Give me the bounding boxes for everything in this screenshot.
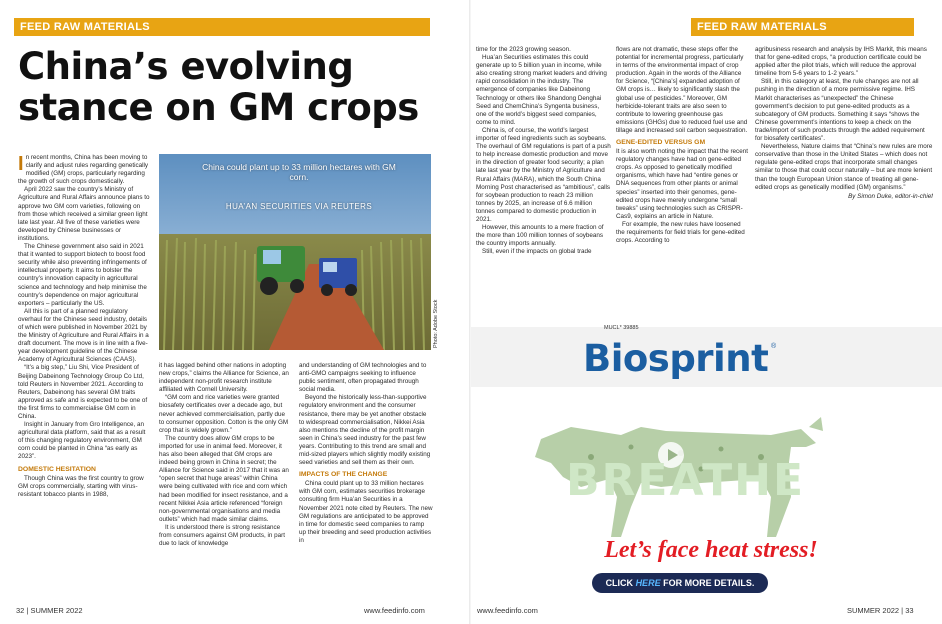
section-label: FEED RAW MATERIALS — [14, 18, 430, 36]
paragraph: Still, in this category at least, the rule changes are not all pushing in the direction of a more permissive regime. IHS Markit characterises as “unexpected” the Chinese government’s decision to put gene-edited products as a subcategory of GM products. Something it says “shows the Chinese government’s intentions to keep a check on the trade/import of such products through the added requirement for biosafety certificates”. — [755, 78, 925, 143]
paragraph: it has lagged behind other nations in adopting new crops,” claims the Alliance for Science, an independent non-profit research institute affiliated with Cornell University. — [159, 362, 289, 394]
subheading: DOMESTIC HESITATION — [18, 465, 96, 473]
section-label: FEED RAW MATERIALS — [691, 18, 914, 36]
article-column-1 — [18, 154, 152, 602]
paragraph: “GM corn and rice varieties were granted biosafety certificates over a decade ago, but never achieved commercialisation, partly due to consumer opposition. Cotton is the only GM crop that is widely grown.” — [159, 394, 289, 434]
paragraph: It is understood there is strong resistance from consumers against GM products, in part due to lack of knowledge — [159, 523, 285, 548]
paragraph: Insight in January from Gro Intelligence, an agricultural data platform, said that as a result of this changing regulatory environment, GM corn could be planted in China “as early as 2023”. — [18, 421, 146, 461]
photo-credit: HUA’AN SECURITIES VIA REUTERS — [225, 202, 373, 211]
photo-illustration — [159, 154, 431, 350]
paragraph: Though China was the first country to grow GM crops commercially, starting with virus-resistant tobacco plants in 1988, — [18, 474, 144, 498]
paragraph: China could plant up to 33 million hectares with GM corn, estimates securities brokerage consulting firm Hua’an Securities in a November 2021 note cited by Reuters. The new GM regulations are anticipated to be approved in time for domestic seed companies to ramp up their breeding and seed production activities in — [299, 480, 433, 544]
lead-paragraph: In recent months, China has been moving to clarify and adjust rules regarding genetically modified (GM) crops, particularly regarding the growth of such crops domestically. — [18, 154, 149, 186]
site-url-right[interactable]: www.feedinfo.com — [477, 606, 538, 615]
page-number-left: 32 | SUMMER 2022 — [16, 606, 83, 615]
corn-harvest-photo — [159, 154, 431, 350]
paragraph: “It’s a big step,” Liu Shi, Vice President of Beijing Dabeinong Technology Group Co Ltd, told Reuters in November 2021. According to Reuters, Dabeinong has several GM traits approved as safe and is expected to be one of the first firms to commercialise GM corn in China. — [18, 364, 148, 420]
subheading: GENE-EDITED VERSUS GM — [616, 139, 706, 147]
paragraph: Beyond the historically less-than-supportive regulatory environment and the consumer resistance, there may be yet another obstacle to widespread commercialisation, Nikkei Asia also mentions the decline of the profit margin seen in China’s seed industry for the past few years. Contributing to this trend are small and mid-sized players which slightly modify existing seed varieties and sell them as their own. — [299, 394, 431, 467]
article-column-3 — [299, 362, 433, 602]
paragraph: For example, the new rules have loosened the requirements for field trials for gene-edited crops. According to — [616, 220, 745, 245]
byline: By Simon Duke, editor-in-chief — [848, 192, 933, 200]
article-column-2 — [159, 362, 291, 602]
photo-side-credit: Photo: Adobe Stock — [433, 299, 439, 348]
paragraph: and understanding of GM technologies and to anti-GMO campaigns seeking to influence public sentiment, often propagated through social media. — [299, 362, 427, 394]
page-number-right: SUMMER 2022 | 33 — [847, 606, 914, 615]
paragraph: time for the 2023 growing season. — [476, 46, 571, 53]
ad-brand-logo: Biosprint — [583, 337, 769, 380]
article-column-4 — [476, 46, 611, 316]
paragraph: flows are not dramatic, these steps offer the potential for incremental progress, particularly in terms of the environmental impact of crop production. Again in the words of the Alliance for Science, “[China’s] expanded adoption of GM crops is… likely to significantly slash the global use of pesticides.” Moreover, GM herbicide-tolerant traits are also seen to contribute to lowering greenhouse gas emissions (GHGs) due to reduced fuel use and tillage and increased soil carbon sequestration. — [616, 46, 748, 134]
photo-caption: China could plant up to 33 million hectares with GM corn. — [202, 162, 396, 182]
paragraph: All this is part of a planned regulatory overhaul for the Chinese seed industry, details of which were published in November 2021 by the Ministry of Agriculture and Rural Affairs in a draft document. The move is in line with a five-year development guideline of the Chinese Academy of Agricultural Sciences (CAAS). — [18, 307, 149, 364]
paragraph: agribusiness research and analysis by IHS Markit, this means that for gene-edited crops, “a production certificate could be applied after the pilot trials, which will reduce the approval timeline from 5-6 years to 1-2 years.” — [755, 46, 927, 78]
headline: China’s evolving stance on GM crops — [18, 45, 419, 129]
paragraph: April 2022 saw the country’s Ministry of Agriculture and Rural Affairs announce plans to approve two GM corn varieties, following on from those which received a similar green light late last year. All five of these varieties were developed by Chinese businesses or institutions. — [18, 186, 150, 242]
paragraph: However, this amounts to a mere fraction of the more than 100 million tonnes of soybeans the country imports annually. — [476, 224, 604, 248]
biosprint-advertisement[interactable] — [471, 317, 942, 607]
registered-mark: ® — [771, 343, 777, 350]
paragraph: Hua’an Securities estimates this could generate up to 5 billion yuan in income, while also creating strong market leaders and driving rapid consolidation in the industry. The emergence of companies like Dabeinong Technology or others like Shandong Denghai Seed and ChemChina’s Syngenta business, one of the world’s biggest seed companies, come to mind. — [476, 54, 607, 126]
article-column-5 — [616, 46, 750, 316]
ad-overlay-word: BREATHE — [566, 455, 806, 506]
paragraph: Nevertheless, Nature claims that “China’s new rules are more conservative than those in the United States – which does not regulate gene-edited crops that incorporate small changes similar to those that could occur naturally – but are more lenient than the tough European Union stance of treating all gene-edited crops as genetically modified (GM) organisms.” — [755, 143, 933, 191]
ad-tagline: Let’s face heat stress! — [604, 537, 818, 563]
site-url-left[interactable]: www.feedinfo.com — [364, 606, 425, 615]
subheading: IMPACTS OF THE CHANGE — [299, 471, 388, 479]
here-link[interactable]: HERE — [635, 578, 661, 588]
drop-cap: I — [18, 154, 24, 175]
paragraph: Still, even if the impacts on global trade — [482, 248, 592, 256]
ad-strain-code: MUCL* 39885 — [604, 325, 639, 331]
paragraph: It is also worth noting the impact that the recent regulatory changes have had on gene-edited crops. As opposed to genetically modified organisms, which have had “entire genes or DNA sequences from other plants or animal species” inserted into their genomes, gene-edited crops have merely undergone “small tweaks” using technologies such as CRISPR-Cas9, explains an article in Nature. — [616, 148, 748, 220]
paragraph: The Chinese government also said in 2021 that it wanted to support biotech to boost food security while also preventing infringements of intellectual property. It aims to bolster the country’s innovation capacity in agricultural science and technology and help minimise the country’s dependence on major agricultural exporters – particularly the US. — [18, 243, 147, 307]
paragraph: China is, of course, the world’s largest importer of feed ingredients such as soybeans. The overhaul of GM regulations is part of a push to help increase domestic production and move in the direction of greater food security; a plan late last year by the Ministry of Agriculture and Rural Affairs (MARA), which the South China Morning Post characterised as “ambitious”, calls for soybean production to reach 23 million tonnes by 2025, an increase of 6.6 million tonnes compared to domestic production in 2021. — [476, 126, 611, 223]
click-here-button[interactable]: CLICK HERE FOR MORE DETAILS. — [592, 573, 768, 593]
article-column-6 — [755, 46, 933, 316]
paragraph: The country does allow GM crops to be imported for use in animal feed. Moreover, it has also been alleged that GM crops are indeed being grown in China in secret; the Alliance for Science said in 2017 that it was an “open secret that huge areas” within China were being cultivated with rice and corn which had been modified for insect resistance, and a recent Nikkei Asia article referenced “foreign non-governmental organisations and media outlets” which had made similar claims. — [159, 434, 289, 523]
right-page — [471, 0, 942, 624]
